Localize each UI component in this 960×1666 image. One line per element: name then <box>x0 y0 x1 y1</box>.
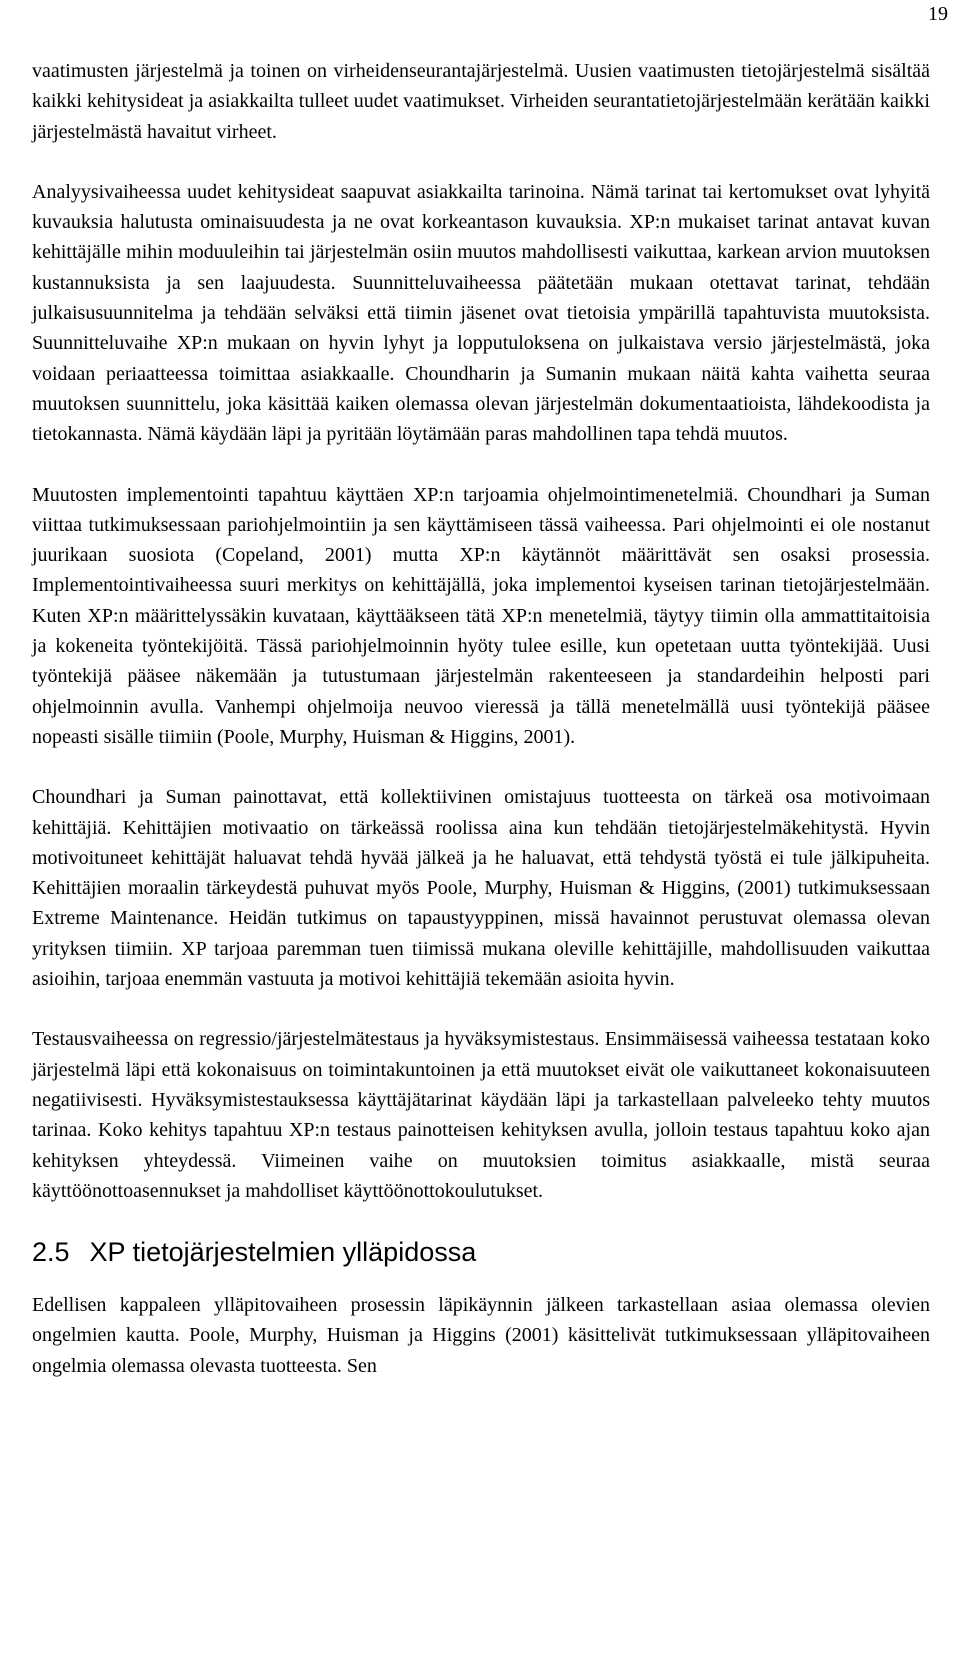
section-title: XP tietojärjestelmien ylläpidossa <box>89 1237 477 1268</box>
document-body <box>32 56 930 1411</box>
page-number: 19 <box>928 3 948 25</box>
section-number: 2.5 <box>32 1237 70 1268</box>
paragraph-implementointi: Muutosten implementointi tapahtuu käyttäen XP:n tarjoamia ohjelmointimenetelmiä. Choundhari ja Suman viittaa tutkimuksessaan pariohjelmointiin ja sen käyttämiseen tässä vaiheessa. Pari ohjelmointi ei ole nostanut juurikaan suosiota (Copeland, 2001) mutta XP:n käytännöt määrittävät sen osaksi prosessia. Implementointivaiheessa suuri merkitys on kehittäjällä, joka implementoi kyseisen tarinan tietojärjestelmään. Kuten XP:n määrittelyssäkin kuvataan, käyttääkseen tätä XP:n menetelmiä, täytyy tiimin olla ammattitaitoisia ja kokeneita työntekijöitä. Tässä pariohjelmoinnin hyöty tulee esille, kun opetetaan uutta työntekijää. Uusi työntekijä pääsee näkemään ja tutustumaan järjestelmän rakenteeseen ja standardeihin helposti pari ohjelmoinnin avulla. Vanhempi ohjelmoija neuvoo vieressä ja tällä menetelmällä uusi työntekijä pääsee nopeasti sisälle tiimiin (Poole, Murphy, Huisman & Higgins, 2001). <box>32 483 930 748</box>
section-heading <box>32 1236 930 1268</box>
paragraph-yllapito: Edellisen kappaleen ylläpitovaiheen prosessin läpikäynnin jälkeen tarkastellaan asiaa olemassa olevien ongelmien kautta. Poole, Murphy, Huisman ja Higgins (2001) käsittelivät tutkimuksessaan ylläpitovaiheen ongelmia olemassa olevasta tuotteesta. Sen <box>32 1294 930 1377</box>
paragraph-analyysivaihe: Analyysivaiheessa uudet kehitysideat saapuvat asiakkailta tarinoina. Nämä tarinat tai kertomukset ovat lyhyitä kuvauksia halutusta ominaisuudesta ja ne ovat korkeantason kuvauksia. XP:n mukaiset tarinat antavat kuvan kehittäjälle mihin moduuleihin tai järjestelmän osiin muutos mahdollisesti vaikuttaa, karkean arvion muutoksen kustannuksista ja sen laajuudesta. Suunnitteluvaiheessa päätetään mukaan otettavat tarinat, tehdään julkaisusuunnitelma ja tehdään selväksi että tiimin jäsenet ovat tietoisia ympärillä tapahtuvista muutoksista. Suunnitteluvaihe XP:n mukaan on hyvin lyhyt ja lopputuloksena on julkaistava versio järjestelmästä, joka voidaan periaatteessa toimittaa asiakkaalle. Choundharin ja Sumanin mukaan näitä kahta vaihetta seuraa muutoksen suunnittelu, joka käsittää kaiken olemassa olevan järjestelmän dokumentaatioista, lähdekoodista ja tietokannasta. Nämä käydään läpi ja pyritään löytämään paras mahdollinen tapa tehdä muutos. <box>32 180 930 446</box>
paragraph-motivaatio: Choundhari ja Suman painottavat, että kollektiivinen omistajuus tuotteesta on tärkeä osa motivoimaan kehittäjiä. Kehittäjien motivaatio on tärkeässä roolissa aina kun tehdään tietojärjestelmäkehitystä. Hyvin motivoituneet kehittäjät haluavat tehdä hyvää jälkeä ja he haluavat, että tehdystä työstä ei tule jälkipuheita. Kehittäjien moraalin tärkeydestä puhuvat myös Poole, Murphy, Huisman & Higgins, (2001) tutkimuksessaan Extreme Maintenance. Heidän tutkimus on tapaustyyppinen, missä havainnot perustuvat olemassa olevan yrityksen tiimiin. XP tarjoaa paremman tuen tiimissä mukana oleville kehittäjille, mahdollisuuden vaikuttaa asioihin, tarjoaa enemmän vastuuta ja motivoi kehittäjiä tekemään asioita hyvin. <box>32 786 930 991</box>
paragraph-testaus: Testausvaiheessa on regressio/järjestelmätestaus ja hyväksymistestaus. Ensimmäisessä vaiheessa testataan koko järjestelmä läpi että kokonaisuus on toimintakuntoinen ja että muutokset eivät ole vaikuttaneet kokonaisuuteen negatiivisesti. Hyväksymistestauksessa käyttäjätarinat käydään läpi ja tarkastellaan palveleeko tehty muutos tarinaa. Koko kehitys tapahtuu XP:n testaus painotteisen kehityksen avulla, jolloin testaus tapahtuu koko ajan kehityksen yhteydessä. Viimeinen vaihe on muutoksien toimitus asiakkaalle, mistä seuraa käyttöönottoasennukset ja mahdolliset käyttöönottokoulutukset. <box>32 1028 930 1202</box>
paragraph-vaatimukset: vaatimusten järjestelmä ja toinen on virheidenseurantajärjestelmä. Uusien vaatimusten tietojärjestelmä sisältää kaikki kehitysideat ja asiakkailta tulleet uudet vaatimukset. Virheiden seurantatietojärjestelmään kerätään kaikki järjestelmästä havaitut virheet. <box>32 60 930 143</box>
